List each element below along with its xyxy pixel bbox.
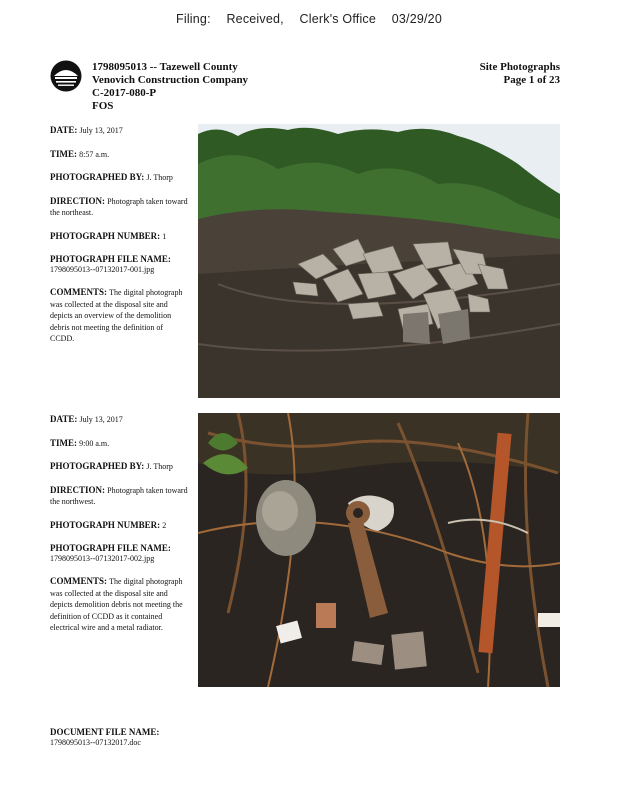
direction-label: DIRECTION: (50, 195, 106, 206)
file-name-value: 1798095013--07132017-002.jpg (50, 553, 155, 563)
filing-office: Clerk's Office (299, 12, 377, 26)
date-label: DATE: (50, 414, 78, 424)
comments-label: COMMENTS: (50, 287, 107, 297)
photo-2-info (50, 414, 188, 646)
filing-received: Received, (226, 12, 284, 26)
header-case-number: C-2017-080-P (92, 87, 157, 99)
direction-label: DIRECTION: (50, 484, 106, 495)
photographer-value: J. Thorp (146, 462, 173, 471)
comments-label: COMMENTS: (50, 576, 107, 586)
photo-2 (198, 413, 560, 687)
date-value: July 13, 2017 (79, 415, 123, 424)
header-right (480, 61, 560, 87)
photo-1-info (50, 125, 188, 357)
photographer-label: PHOTOGRAPHED BY: (50, 172, 145, 182)
file-name-value: 1798095013--07132017-001.jpg (50, 264, 155, 274)
header-doc-type: Site Photographs (479, 61, 560, 73)
document-file-value: 1798095013--07132017.doc (50, 737, 141, 747)
direction-value: Photograph taken toward the northeast. (50, 196, 188, 217)
time-label: TIME: (50, 437, 77, 448)
photographer-value: J. Thorp (146, 173, 173, 182)
date-value: July 13, 2017 (79, 126, 123, 135)
agency-logo-icon (50, 60, 82, 92)
header-left (92, 61, 248, 113)
file-name-label: PHOTOGRAPH FILE NAME: (50, 543, 171, 553)
header-unit: FOS (92, 100, 114, 112)
header-page-number: Page 1 of 23 (503, 74, 560, 86)
photographer-label: PHOTOGRAPHED BY: (50, 461, 145, 471)
photo-number-value: 1 (162, 231, 167, 241)
file-name-label: PHOTOGRAPH FILE NAME: (50, 254, 171, 264)
filing-stamp (0, 12, 618, 26)
photo-number-value: 2 (162, 520, 167, 530)
time-label: TIME: (50, 148, 77, 159)
date-label: DATE: (50, 125, 78, 135)
header-company: Venovich Construction Company (92, 74, 249, 86)
filing-prefix: Filing: (176, 12, 211, 26)
document-file-label: DOCUMENT FILE NAME: (50, 727, 160, 737)
photo-number-label: PHOTOGRAPH NUMBER: (50, 230, 161, 241)
comments-value: The digital photograph was collected at the disposal site and depicts an overview of the demolition debris not meeting the definition of CCDD. (50, 288, 183, 343)
filing-date: 03/29/20 (391, 12, 442, 26)
time-value: 8:57 a.m. (79, 149, 110, 159)
photo-1 (198, 124, 560, 398)
document-file-name (50, 727, 159, 748)
comments-value: The digital photograph was collected at the disposal site and depicts demolition debris not meeting the definition of CCDD as it contained electrical wire and a metal radiator. (50, 577, 183, 632)
time-value: 9:00 a.m. (79, 438, 110, 448)
photo-number-label: PHOTOGRAPH NUMBER: (50, 519, 161, 530)
header-site-id: 1798095013 -- Tazewell County (92, 61, 238, 73)
direction-value: Photograph taken toward the northwest. (50, 485, 188, 506)
